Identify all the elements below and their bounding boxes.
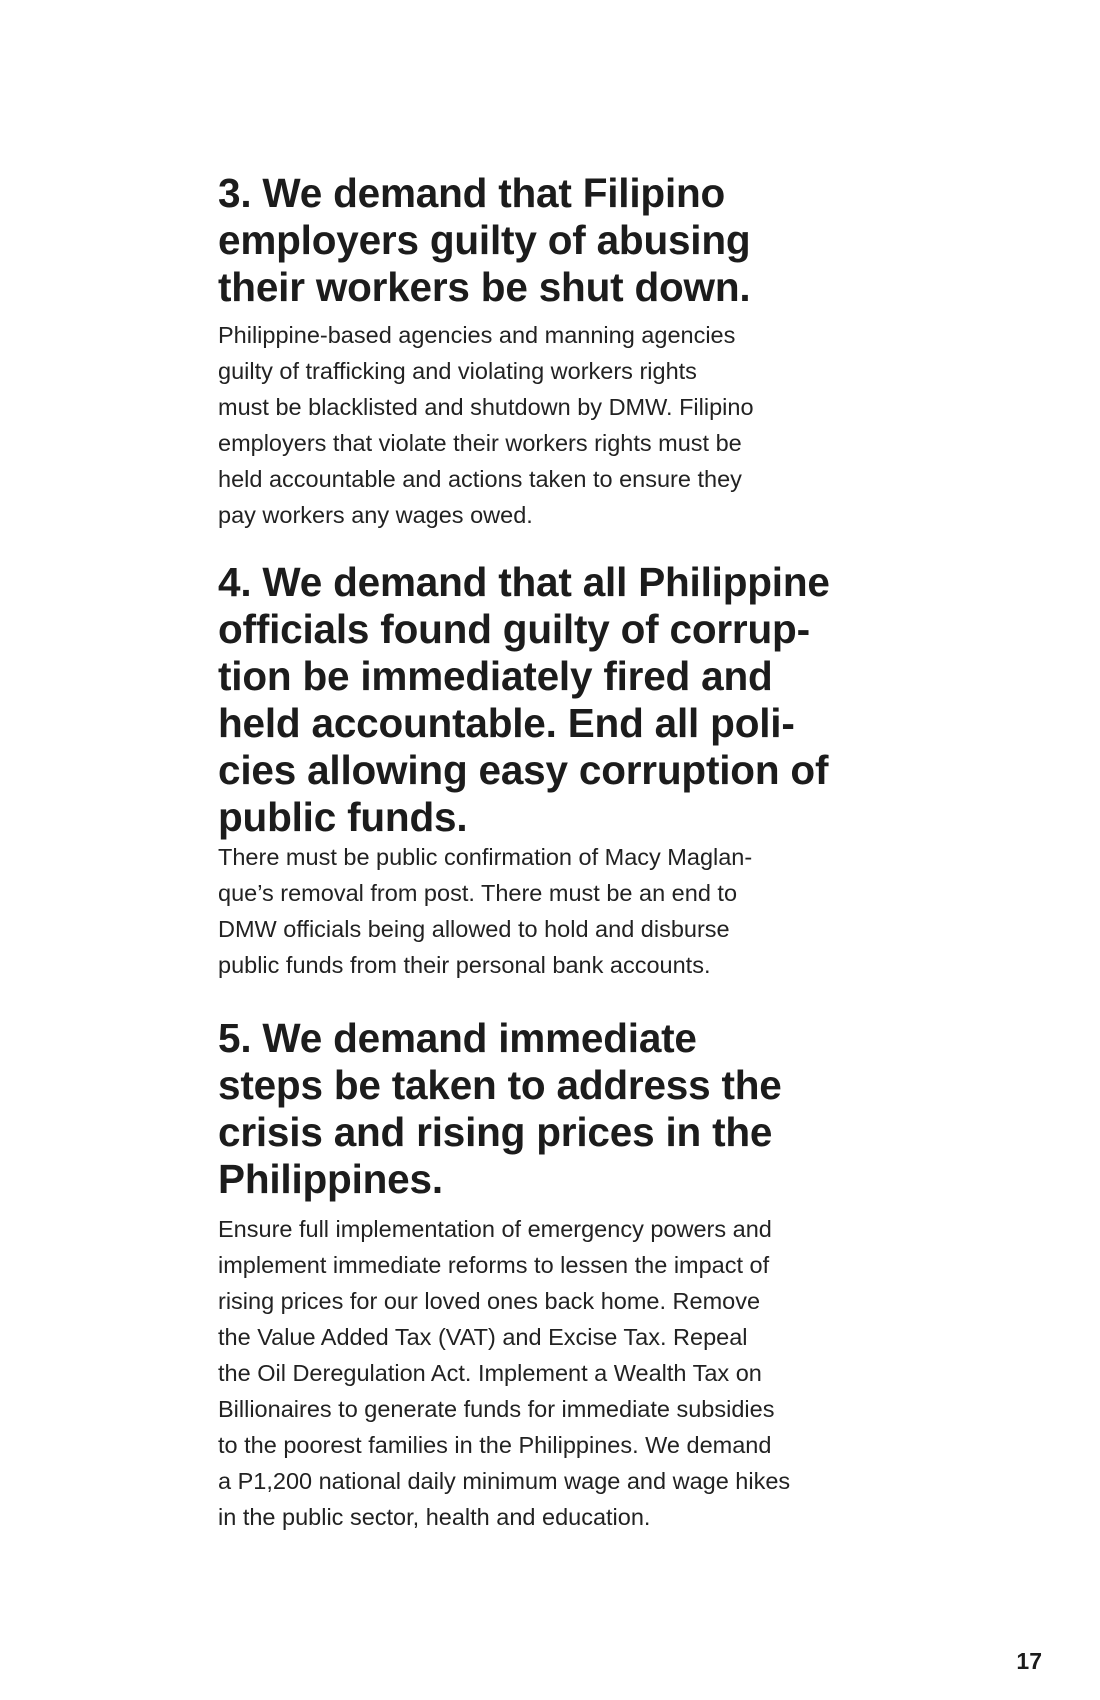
demand-section-3	[218, 170, 918, 533]
body-line: the Value Added Tax (VAT) and Excise Tax. Repeal	[218, 1324, 748, 1350]
body-line: guilty of trafficking and violating workers rights	[218, 358, 697, 384]
body-line: rising prices for our loved ones back home. Remove	[218, 1288, 761, 1314]
heading-line: 5. We demand immediate	[218, 1015, 697, 1061]
body-line: in the public sector, health and education.	[218, 1504, 651, 1530]
demand-section-4	[218, 559, 918, 983]
body-line: DMW officials being allowed to hold and disburse	[218, 916, 730, 942]
heading-line: cies allowing easy corruption of	[218, 747, 829, 793]
body-line: There must be public confirmation of Macy Maglan-	[218, 844, 753, 870]
demand-heading-3	[218, 170, 918, 311]
body-line: held accountable and actions taken to ensure they	[218, 466, 742, 492]
heading-line: crisis and rising prices in the	[218, 1109, 773, 1155]
heading-line: Philippines.	[218, 1156, 443, 1202]
body-line: a P1,200 national daily minimum wage and wage hikes	[218, 1468, 791, 1494]
heading-line: officials found guilty of corrup-	[218, 606, 810, 652]
body-line: to the poorest families in the Philippines. We demand	[218, 1432, 772, 1458]
heading-line: employers guilty of abusing	[218, 217, 751, 263]
demand-body-4	[218, 839, 918, 983]
page-number: 17	[1016, 1648, 1042, 1674]
body-line: public funds from their personal bank accounts.	[218, 952, 711, 978]
heading-line: their workers be shut down.	[218, 264, 751, 310]
demand-heading-5	[218, 1015, 918, 1203]
body-line: implement immediate reforms to lessen the impact of	[218, 1252, 770, 1278]
body-line: Philippine-based agencies and manning agencies	[218, 322, 736, 348]
body-line: Ensure full implementation of emergency powers and	[218, 1216, 772, 1242]
heading-line: 4. We demand that all Philippine	[218, 559, 830, 605]
heading-line: steps be taken to address the	[218, 1062, 782, 1108]
demand-body-3	[218, 317, 918, 533]
heading-line: 3. We demand that Filipino	[218, 170, 726, 216]
heading-line: public funds.	[218, 794, 468, 840]
demand-heading-4	[218, 559, 918, 841]
demand-body-5	[218, 1211, 918, 1535]
heading-line: tion be immediately fired and	[218, 653, 773, 699]
body-line: pay workers any wages owed.	[218, 502, 533, 528]
body-line: must be blacklisted and shutdown by DMW. Filipino	[218, 394, 754, 420]
demand-section-5	[218, 1015, 918, 1535]
body-line: que’s removal from post. There must be an end to	[218, 880, 738, 906]
body-line: employers that violate their workers rights must be	[218, 430, 742, 456]
body-line: Billionaires to generate funds for immediate subsidies	[218, 1396, 775, 1422]
body-line: the Oil Deregulation Act. Implement a Wealth Tax on	[218, 1360, 762, 1386]
page-content	[218, 170, 918, 1535]
heading-line: held accountable. End all poli-	[218, 700, 795, 746]
